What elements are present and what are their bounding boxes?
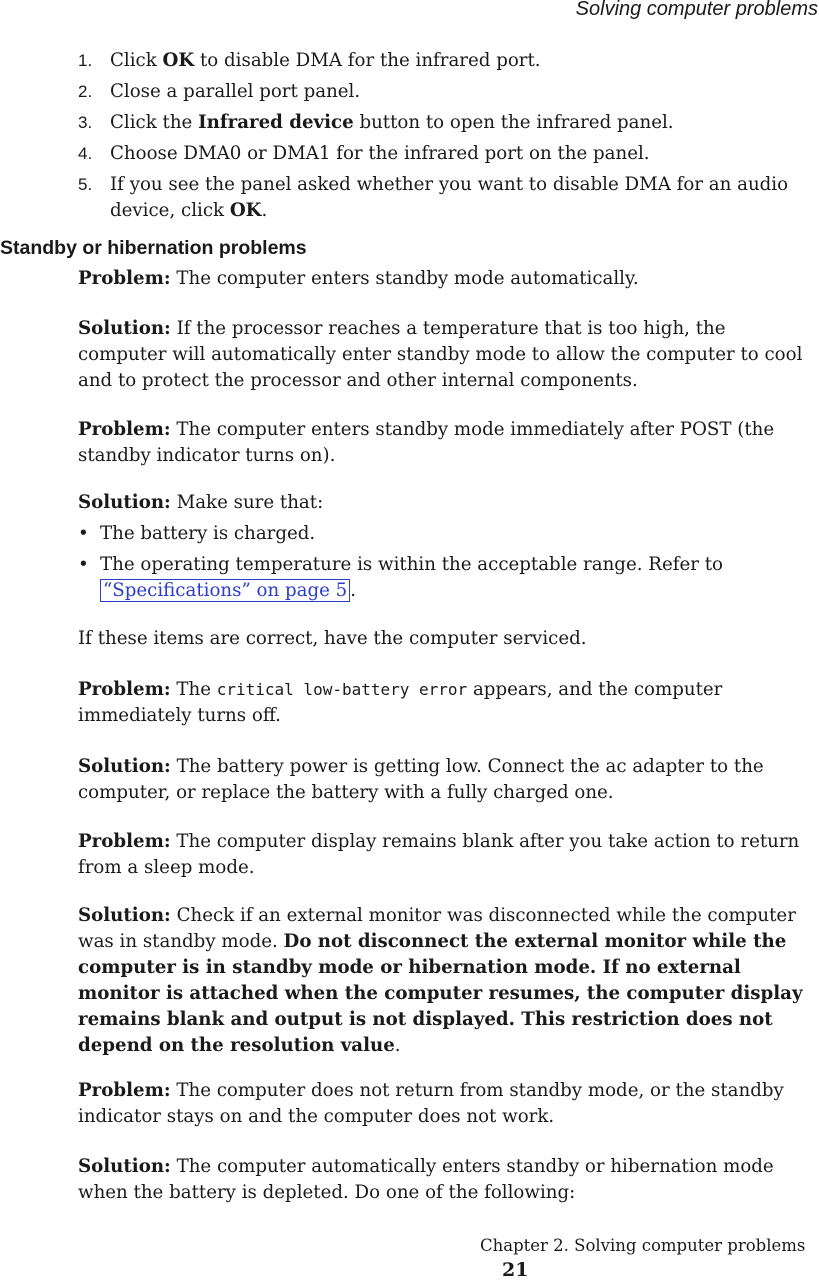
problem-2 — [78, 417, 816, 469]
solution-label: Solution: — [78, 905, 171, 926]
step-text: Choose DMA0 or DMA1 for the infrared port on the panel. — [110, 143, 650, 164]
solution-label: Solution: — [78, 1156, 171, 1177]
solution-1 — [78, 316, 816, 394]
step-text: Close a parallel port panel. — [110, 81, 361, 102]
step-bold-term: OK — [162, 50, 195, 71]
step-bold-term: Infrared device — [198, 112, 354, 133]
solution-label: Solution: — [78, 492, 171, 513]
step-text: If you see the panel asked whether you want to disable DMA for an audio device, click — [110, 174, 789, 221]
problem-3 — [78, 677, 816, 729]
page-number: 21 — [502, 1259, 529, 1281]
requirements-list — [78, 521, 816, 604]
steps-list — [78, 48, 818, 229]
step-item — [78, 79, 818, 105]
list-item-text: The operating temperature is within the acceptable range. Refer to — [100, 554, 723, 575]
list-item — [78, 521, 816, 547]
problem-text: appears, and the computer immediately turns off. — [78, 679, 723, 726]
step-bold-term: OK — [229, 200, 262, 221]
step-item — [78, 172, 818, 224]
step-number: 4. — [78, 144, 93, 163]
problem-text: The computer display remains blank after you take action to return from a sleep mode. — [78, 831, 800, 878]
solution-label: Solution: — [78, 756, 171, 777]
step-item — [78, 48, 818, 74]
solution-text: The computer automatically enters standby or hibernation mode when the battery is depleted. Do one of the following: — [78, 1156, 774, 1203]
step-text: Click the — [110, 112, 199, 133]
solution-text: The battery power is getting low. Connect the ac adapter to the computer, or replace the battery with a fully charged one. — [78, 756, 764, 803]
step-text: button to open the infrared panel. — [353, 112, 674, 133]
warning-text: Do not disconnect the external monitor while the computer is in standby mode or hibernation mode. If no external monitor is attached when the computer resumes, the computer display remains blank and output is not displayed. This restriction does not depend on the resolution value — [78, 931, 803, 1056]
solution-3 — [78, 754, 816, 806]
list-item-text: . — [350, 580, 357, 601]
problem-label: Problem: — [78, 831, 171, 852]
problem-label: Problem: — [78, 679, 171, 700]
serviced-note-text: If these items are correct, have the computer serviced. — [78, 628, 587, 649]
solution-4 — [78, 903, 816, 1059]
error-message-code: critical low-battery error — [216, 680, 468, 699]
solution-text: Make sure that: — [176, 492, 324, 513]
step-text: to disable DMA for the infrared port. — [194, 50, 541, 71]
list-item — [78, 552, 816, 604]
bullet-icon: • — [78, 554, 89, 575]
step-number: 5. — [78, 175, 93, 194]
solution-text: Check if an external monitor was disconnected while the computer was in standby mode. — [78, 905, 796, 952]
step-number: 1. — [78, 51, 93, 70]
serviced-note — [78, 626, 816, 652]
solution-label: Solution: — [78, 318, 171, 339]
solution-5 — [78, 1154, 816, 1206]
problem-text: The computer enters standby mode immediately after POST (the standby indicator turns on). — [78, 419, 775, 466]
solution-text: If the processor reaches a temperature that is too high, the computer will automatically enter standby mode to allow the computer to cool and to protect the processor and other internal components. — [78, 318, 803, 391]
running-head-title: Solving computer problems — [575, 0, 818, 20]
problem-5 — [78, 1078, 816, 1130]
specifications-link[interactable]: “Specifications” on page 5 — [100, 579, 350, 602]
footer-chapter: Chapter 2. Solving computer problems — [480, 1236, 806, 1255]
problem-label: Problem: — [78, 1080, 171, 1101]
step-text: Click — [110, 50, 163, 71]
step-item — [78, 141, 818, 167]
step-number: 2. — [78, 82, 93, 101]
problem-4 — [78, 829, 816, 881]
problem-1 — [78, 266, 816, 292]
problem-text: The computer does not return from standby mode, or the standby indicator stays on and the computer does not work. — [78, 1080, 784, 1127]
page-footer — [480, 1234, 819, 1283]
section-heading: Standby or hibernation problems — [0, 237, 307, 259]
solution-text: . — [394, 1035, 401, 1056]
list-item-text: The battery is charged. — [100, 523, 316, 544]
step-text: . — [261, 200, 268, 221]
problem-label: Problem: — [78, 419, 171, 440]
step-number: 3. — [78, 113, 93, 132]
problem-text: The computer enters standby mode automatically. — [176, 268, 639, 289]
problem-text: The — [176, 679, 217, 700]
step-item — [78, 110, 818, 136]
solution-2 — [78, 490, 816, 609]
bullet-icon: • — [78, 523, 89, 544]
problem-label: Problem: — [78, 268, 171, 289]
